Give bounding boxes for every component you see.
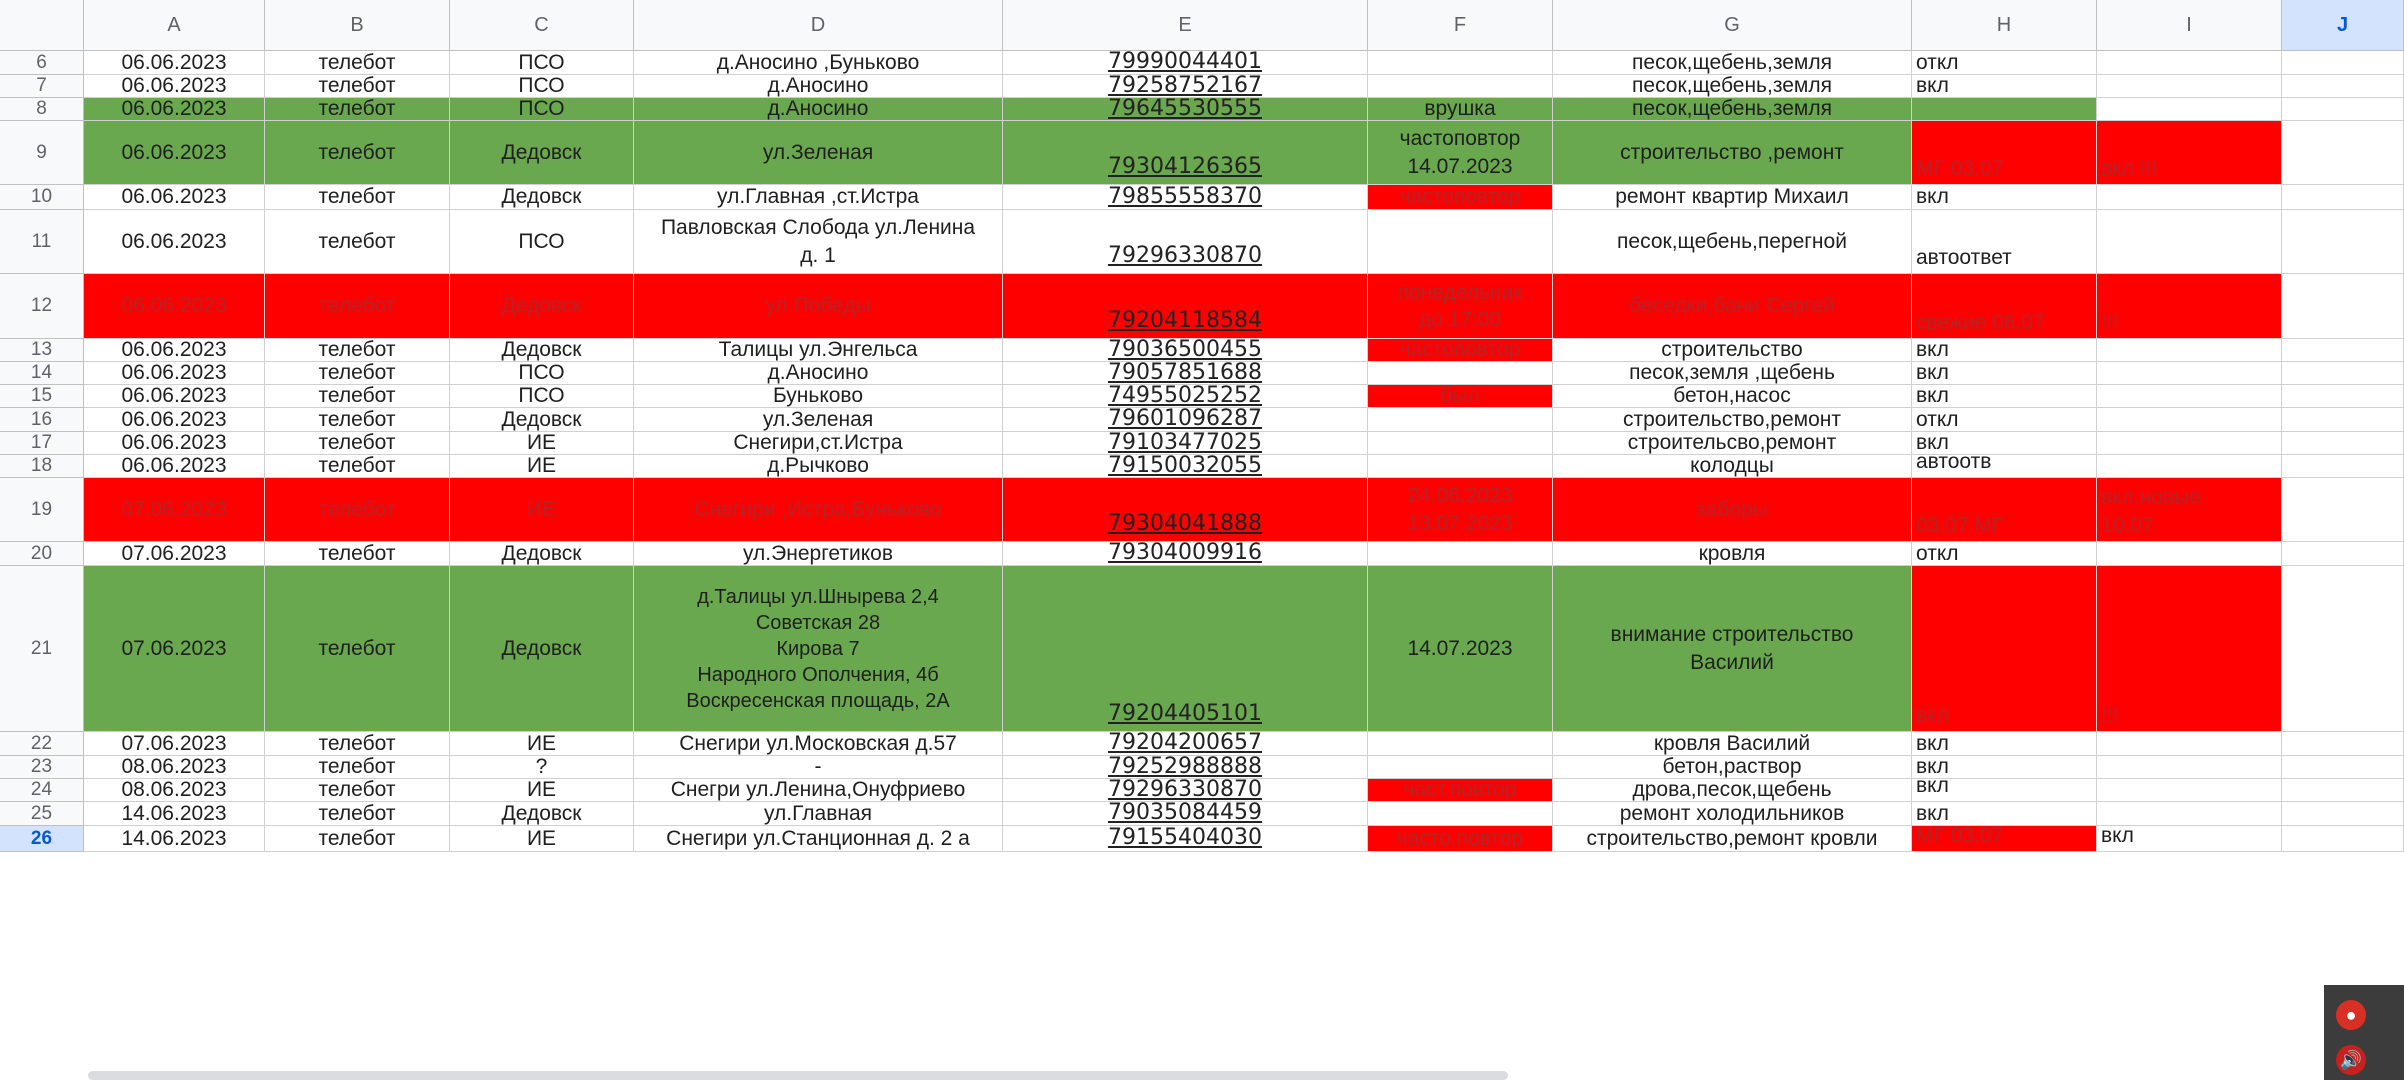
row-header[interactable]: 12 bbox=[0, 274, 84, 339]
row-header[interactable]: 9 bbox=[0, 121, 84, 185]
cell-j7[interactable] bbox=[2282, 75, 2404, 98]
cell-c11[interactable]: ПСО bbox=[450, 210, 634, 274]
cell-g19[interactable]: заборы bbox=[1553, 478, 1912, 542]
cell-c18[interactable]: ИЕ bbox=[450, 455, 634, 478]
cell-i9[interactable]: вкл !!! bbox=[2097, 121, 2282, 185]
cell-b13[interactable]: телебот bbox=[265, 339, 450, 362]
cell-i11[interactable] bbox=[2097, 210, 2282, 274]
cell-a17[interactable]: 06.06.2023 bbox=[84, 432, 265, 455]
cell-a21[interactable]: 07.06.2023 bbox=[84, 566, 265, 732]
cell-e22[interactable]: 79204200657 bbox=[1003, 732, 1368, 756]
cell-j13[interactable] bbox=[2282, 339, 2404, 362]
row-header[interactable]: 20 bbox=[0, 542, 84, 566]
cell-e26[interactable]: 79155404030 bbox=[1003, 826, 1368, 852]
column-header-d[interactable]: D bbox=[634, 0, 1003, 51]
cell-e12[interactable]: 79204118584 bbox=[1003, 274, 1368, 339]
cell-d7[interactable]: д.Аносино bbox=[634, 75, 1003, 98]
cell-b26[interactable]: телебот bbox=[265, 826, 450, 852]
cell-j20[interactable] bbox=[2282, 542, 2404, 566]
row-header[interactable]: 18 bbox=[0, 455, 84, 478]
cell-d16[interactable]: ул.Зеленая bbox=[634, 408, 1003, 432]
system-tray bbox=[2324, 985, 2404, 1080]
cell-f6[interactable] bbox=[1368, 51, 1553, 75]
cell-h9[interactable]: МГ 03.07 bbox=[1912, 121, 2097, 185]
cell-h11[interactable]: автоответ bbox=[1912, 210, 2097, 274]
cell-g21[interactable]: внимание строительство Василий bbox=[1553, 566, 1912, 732]
cell-f9[interactable]: частоповтор 14.07.2023 bbox=[1368, 121, 1553, 185]
cell-d22[interactable]: Снегири ул.Московская д.57 bbox=[634, 732, 1003, 756]
cell-i15[interactable] bbox=[2097, 385, 2282, 408]
column-header-j[interactable]: J bbox=[2282, 0, 2404, 51]
cell-e21[interactable]: 79204405101 bbox=[1003, 566, 1368, 732]
cell-j6[interactable] bbox=[2282, 51, 2404, 75]
select-all-corner[interactable] bbox=[0, 0, 84, 51]
row-header[interactable]: 23 bbox=[0, 756, 84, 779]
cell-h8[interactable] bbox=[1912, 98, 2097, 121]
cell-b22[interactable]: телебот bbox=[265, 732, 450, 756]
cell-f13[interactable]: частоповтор bbox=[1368, 339, 1553, 362]
cell-b7[interactable]: телебот bbox=[265, 75, 450, 98]
cell-a9[interactable]: 06.06.2023 bbox=[84, 121, 265, 185]
cell-g9[interactable]: строительство ,ремонт bbox=[1553, 121, 1912, 185]
cell-h20[interactable]: откл bbox=[1912, 542, 2097, 566]
cell-e10[interactable]: 79855558370 bbox=[1003, 185, 1368, 210]
cell-i12[interactable]: !!! bbox=[2097, 274, 2282, 339]
cell-d20[interactable]: ул.Энергетиков bbox=[634, 542, 1003, 566]
cell-d13[interactable]: Талицы ул.Энгельса bbox=[634, 339, 1003, 362]
cell-f17[interactable] bbox=[1368, 432, 1553, 455]
cell-g12[interactable]: беседки,бани Сергей bbox=[1553, 274, 1912, 339]
cell-e25[interactable]: 79035084459 bbox=[1003, 802, 1368, 826]
cell-g13[interactable]: строительство bbox=[1553, 339, 1912, 362]
cell-e18[interactable]: 79150032055 bbox=[1003, 455, 1368, 478]
cell-g14[interactable]: песок,земля ,щебень bbox=[1553, 362, 1912, 385]
row-header[interactable]: 7 bbox=[0, 75, 84, 98]
cell-g6[interactable]: песок,щебень,земля bbox=[1553, 51, 1912, 75]
cell-c22[interactable]: ИЕ bbox=[450, 732, 634, 756]
cell-i20[interactable] bbox=[2097, 542, 2282, 566]
cell-a11[interactable]: 06.06.2023 bbox=[84, 210, 265, 274]
cell-c16[interactable]: Дедовск bbox=[450, 408, 634, 432]
column-header-f[interactable]: F bbox=[1368, 0, 1553, 51]
cell-c21[interactable]: Дедовск bbox=[450, 566, 634, 732]
cell-d19[interactable]: Снегири ,Истра,Бунько​во bbox=[634, 478, 1003, 542]
cell-b17[interactable]: телебот bbox=[265, 432, 450, 455]
horizontal-scrollbar[interactable] bbox=[88, 1071, 1508, 1080]
row-header[interactable]: 25 bbox=[0, 802, 84, 826]
cell-d17[interactable]: Снегири,ст.Истра bbox=[634, 432, 1003, 455]
cell-d24[interactable]: Снегри ул.Ленина,Онуфриево bbox=[634, 779, 1003, 802]
cell-i25[interactable] bbox=[2097, 802, 2282, 826]
cell-c25[interactable]: Дедовск bbox=[450, 802, 634, 826]
cell-j19[interactable] bbox=[2282, 478, 2404, 542]
cell-c8[interactable]: ПСО bbox=[450, 98, 634, 121]
cell-i24[interactable] bbox=[2097, 779, 2282, 802]
cell-b15[interactable]: телебот bbox=[265, 385, 450, 408]
column-header-c[interactable]: C bbox=[450, 0, 634, 51]
cell-a20[interactable]: 07.06.2023 bbox=[84, 542, 265, 566]
cell-i6[interactable] bbox=[2097, 51, 2282, 75]
chrome-icon[interactable]: ● bbox=[2336, 1000, 2366, 1030]
column-header-h[interactable]: H bbox=[1912, 0, 2097, 51]
cell-a12[interactable]: 06.06.2023 bbox=[84, 274, 265, 339]
cell-i14[interactable] bbox=[2097, 362, 2282, 385]
cell-c7[interactable]: ПСО bbox=[450, 75, 634, 98]
cell-i17[interactable] bbox=[2097, 432, 2282, 455]
row-header[interactable]: 15 bbox=[0, 385, 84, 408]
cell-c17[interactable]: ИЕ bbox=[450, 432, 634, 455]
cell-j11[interactable] bbox=[2282, 210, 2404, 274]
cell-h14[interactable]: вкл bbox=[1912, 362, 2097, 385]
cell-f20[interactable] bbox=[1368, 542, 1553, 566]
cell-h15[interactable]: вкл bbox=[1912, 385, 2097, 408]
cell-i26[interactable]: вкл bbox=[2097, 826, 2282, 852]
cell-j23[interactable] bbox=[2282, 756, 2404, 779]
cell-h25[interactable]: вкл bbox=[1912, 802, 2097, 826]
cell-d8[interactable]: д.Аносино bbox=[634, 98, 1003, 121]
row-header[interactable]: 16 bbox=[0, 408, 84, 432]
cell-i22[interactable] bbox=[2097, 732, 2282, 756]
cell-e20[interactable]: 79304009916 bbox=[1003, 542, 1368, 566]
cell-a19[interactable]: 07.06.2023 bbox=[84, 478, 265, 542]
cell-i13[interactable] bbox=[2097, 339, 2282, 362]
cell-b9[interactable]: телебот bbox=[265, 121, 450, 185]
cell-b19[interactable]: телебот bbox=[265, 478, 450, 542]
cell-h23[interactable]: вкл bbox=[1912, 756, 2097, 779]
cell-a6[interactable]: 06.06.2023 bbox=[84, 51, 265, 75]
cell-d10[interactable]: ул.Главная ,ст.Истра bbox=[634, 185, 1003, 210]
row-header[interactable]: 6 bbox=[0, 51, 84, 75]
cell-e11[interactable]: 79296330870 bbox=[1003, 210, 1368, 274]
cell-a23[interactable]: 08.06.2023 bbox=[84, 756, 265, 779]
cell-i8[interactable] bbox=[2097, 98, 2282, 121]
cell-h7[interactable]: вкл bbox=[1912, 75, 2097, 98]
cell-f7[interactable] bbox=[1368, 75, 1553, 98]
cell-j22[interactable] bbox=[2282, 732, 2404, 756]
cell-e6[interactable]: 79990044401 bbox=[1003, 51, 1368, 75]
cell-h18[interactable]: автоотв bbox=[1912, 455, 2097, 478]
cell-f24[interactable]: част.повтор bbox=[1368, 779, 1553, 802]
cell-a13[interactable]: 06.06.2023 bbox=[84, 339, 265, 362]
row-header[interactable]: 13 bbox=[0, 339, 84, 362]
cell-f18[interactable] bbox=[1368, 455, 1553, 478]
cell-b11[interactable]: телебот bbox=[265, 210, 450, 274]
cell-c9[interactable]: Дедовск bbox=[450, 121, 634, 185]
cell-f15[interactable]: был bbox=[1368, 385, 1553, 408]
cell-b18[interactable]: телебот bbox=[265, 455, 450, 478]
cell-d21[interactable]: д.Талицы ул.Шнырева 2,4 Советская 28 Кирова 7 Народного Ополчения, 4б Воскресенская площадь, 2А bbox=[634, 566, 1003, 732]
cell-g23[interactable]: бетон,раствор bbox=[1553, 756, 1912, 779]
cell-d25[interactable]: ул.Главная bbox=[634, 802, 1003, 826]
cell-j25[interactable] bbox=[2282, 802, 2404, 826]
cell-b25[interactable]: телебот bbox=[265, 802, 450, 826]
cell-b16[interactable]: телебот bbox=[265, 408, 450, 432]
cell-j12[interactable] bbox=[2282, 274, 2404, 339]
cell-a25[interactable]: 14.06.2023 bbox=[84, 802, 265, 826]
cell-e24[interactable]: 79296330870 bbox=[1003, 779, 1368, 802]
cell-d14[interactable]: д.Аносино bbox=[634, 362, 1003, 385]
cell-g16[interactable]: строительство,ремонт bbox=[1553, 408, 1912, 432]
cell-j16[interactable] bbox=[2282, 408, 2404, 432]
cell-h19[interactable]: 03.07 МГ bbox=[1912, 478, 2097, 542]
row-header[interactable]: 17 bbox=[0, 432, 84, 455]
cell-j8[interactable] bbox=[2282, 98, 2404, 121]
cell-c13[interactable]: Дедовск bbox=[450, 339, 634, 362]
cell-g10[interactable]: ремонт квартир Михаил bbox=[1553, 185, 1912, 210]
cell-f25[interactable] bbox=[1368, 802, 1553, 826]
cell-i19[interactable]: вкл,новые 10.07 bbox=[2097, 478, 2282, 542]
cell-f12[interactable]: понедельник до 17:00 bbox=[1368, 274, 1553, 339]
cell-g15[interactable]: бетон,насос bbox=[1553, 385, 1912, 408]
cell-j24[interactable] bbox=[2282, 779, 2404, 802]
cell-h17[interactable]: вкл bbox=[1912, 432, 2097, 455]
cell-j10[interactable] bbox=[2282, 185, 2404, 210]
cell-e14[interactable]: 79057851688 bbox=[1003, 362, 1368, 385]
cell-b12[interactable]: телебот bbox=[265, 274, 450, 339]
cell-c6[interactable]: ПСО bbox=[450, 51, 634, 75]
cell-g20[interactable]: кровля bbox=[1553, 542, 1912, 566]
cell-e15[interactable]: 74955025252 bbox=[1003, 385, 1368, 408]
cell-g26[interactable]: строительство,ремонт кровли bbox=[1553, 826, 1912, 852]
column-header-g[interactable]: G bbox=[1553, 0, 1912, 51]
cell-j21[interactable] bbox=[2282, 566, 2404, 732]
cell-c26[interactable]: ИЕ bbox=[450, 826, 634, 852]
cell-g24[interactable]: дрова,песок,щебень bbox=[1553, 779, 1912, 802]
cell-d26[interactable]: Снегири ул.Станционная д. 2 а bbox=[634, 826, 1003, 852]
cell-g17[interactable]: строительсво,ремонт bbox=[1553, 432, 1912, 455]
cell-b24[interactable]: телебот bbox=[265, 779, 450, 802]
row-header[interactable]: 26 bbox=[0, 826, 84, 852]
cell-a8[interactable]: 06.06.2023 bbox=[84, 98, 265, 121]
column-header-b[interactable]: B bbox=[265, 0, 450, 51]
cell-e9[interactable]: 79304126365 bbox=[1003, 121, 1368, 185]
cell-j15[interactable] bbox=[2282, 385, 2404, 408]
cell-i16[interactable] bbox=[2097, 408, 2282, 432]
cell-c19[interactable]: ИЕ bbox=[450, 478, 634, 542]
cell-f16[interactable] bbox=[1368, 408, 1553, 432]
cell-b14[interactable]: телебот bbox=[265, 362, 450, 385]
cell-f8[interactable]: врушка bbox=[1368, 98, 1553, 121]
cell-f22[interactable] bbox=[1368, 732, 1553, 756]
cell-c20[interactable]: Дедовск bbox=[450, 542, 634, 566]
cell-b10[interactable]: телебот bbox=[265, 185, 450, 210]
cell-f21[interactable]: 14.07.2023 bbox=[1368, 566, 1553, 732]
cell-e19[interactable]: 79304041888 bbox=[1003, 478, 1368, 542]
cell-a24[interactable]: 08.06.2023 bbox=[84, 779, 265, 802]
cell-f19[interactable]: 24.06.2023 13.07.2023 bbox=[1368, 478, 1553, 542]
cell-g18[interactable]: колодцы bbox=[1553, 455, 1912, 478]
cell-h24[interactable]: вкл bbox=[1912, 779, 2097, 802]
cell-c14[interactable]: ПСО bbox=[450, 362, 634, 385]
cell-g22[interactable]: кровля Василий bbox=[1553, 732, 1912, 756]
cell-c10[interactable]: Дедовск bbox=[450, 185, 634, 210]
cell-d23[interactable]: - bbox=[634, 756, 1003, 779]
cell-j26[interactable] bbox=[2282, 826, 2404, 852]
cell-j9[interactable] bbox=[2282, 121, 2404, 185]
cell-a22[interactable]: 07.06.2023 bbox=[84, 732, 265, 756]
cell-a14[interactable]: 06.06.2023 bbox=[84, 362, 265, 385]
cell-c15[interactable]: ПСО bbox=[450, 385, 634, 408]
cell-f10[interactable]: частоповтор bbox=[1368, 185, 1553, 210]
cell-f26[interactable]: часто.повтор bbox=[1368, 826, 1553, 852]
row-header[interactable]: 11 bbox=[0, 210, 84, 274]
cell-j17[interactable] bbox=[2282, 432, 2404, 455]
row-header[interactable]: 24 bbox=[0, 779, 84, 802]
cell-i7[interactable] bbox=[2097, 75, 2282, 98]
cell-i18[interactable] bbox=[2097, 455, 2282, 478]
cell-b21[interactable]: телебот bbox=[265, 566, 450, 732]
cell-d6[interactable]: д.Аносино ,Бунько​во bbox=[634, 51, 1003, 75]
cell-j18[interactable] bbox=[2282, 455, 2404, 478]
cell-b20[interactable]: телебот bbox=[265, 542, 450, 566]
cell-h10[interactable]: вкл bbox=[1912, 185, 2097, 210]
speaker-icon[interactable]: 🔊 bbox=[2336, 1045, 2366, 1075]
row-header[interactable]: 14 bbox=[0, 362, 84, 385]
cell-b8[interactable]: телебот bbox=[265, 98, 450, 121]
cell-i23[interactable] bbox=[2097, 756, 2282, 779]
cell-a10[interactable]: 06.06.2023 bbox=[84, 185, 265, 210]
cell-d11[interactable]: Павловская Слобода ул.Ленина д. 1 bbox=[634, 210, 1003, 274]
cell-f23[interactable] bbox=[1368, 756, 1553, 779]
cell-h22[interactable]: вкл bbox=[1912, 732, 2097, 756]
cell-a7[interactable]: 06.06.2023 bbox=[84, 75, 265, 98]
cell-h12[interactable]: свежие 06.07 bbox=[1912, 274, 2097, 339]
cell-f11[interactable] bbox=[1368, 210, 1553, 274]
cell-c12[interactable]: Дедовск bbox=[450, 274, 634, 339]
cell-e7[interactable]: 79258752167 bbox=[1003, 75, 1368, 98]
row-header[interactable]: 8 bbox=[0, 98, 84, 121]
column-header-i[interactable]: I bbox=[2097, 0, 2282, 51]
cell-d15[interactable]: Бунько​во bbox=[634, 385, 1003, 408]
row-header[interactable]: 22 bbox=[0, 732, 84, 756]
cell-a18[interactable]: 06.06.2023 bbox=[84, 455, 265, 478]
cell-e16[interactable]: 79601096287 bbox=[1003, 408, 1368, 432]
cell-h21[interactable]: вкл bbox=[1912, 566, 2097, 732]
cell-a16[interactable]: 06.06.2023 bbox=[84, 408, 265, 432]
cell-g25[interactable]: ремонт холодильников bbox=[1553, 802, 1912, 826]
cell-i10[interactable] bbox=[2097, 185, 2282, 210]
cell-c23[interactable]: ? bbox=[450, 756, 634, 779]
cell-d12[interactable]: ул.Победы bbox=[634, 274, 1003, 339]
cell-d18[interactable]: д.Рычково bbox=[634, 455, 1003, 478]
cell-h6[interactable]: откл bbox=[1912, 51, 2097, 75]
column-header-a[interactable]: A bbox=[84, 0, 265, 51]
cell-c24[interactable]: ИЕ bbox=[450, 779, 634, 802]
cell-i21[interactable]: !!! bbox=[2097, 566, 2282, 732]
cell-b6[interactable]: телебот bbox=[265, 51, 450, 75]
cell-g8[interactable]: песок,щебень,земля bbox=[1553, 98, 1912, 121]
cell-j14[interactable] bbox=[2282, 362, 2404, 385]
cell-g11[interactable]: песок,щебень,перегной bbox=[1553, 210, 1912, 274]
cell-a15[interactable]: 06.06.2023 bbox=[84, 385, 265, 408]
column-header-e[interactable]: E bbox=[1003, 0, 1368, 51]
cell-e13[interactable]: 79036500455 bbox=[1003, 339, 1368, 362]
cell-h16[interactable]: откл bbox=[1912, 408, 2097, 432]
row-header[interactable]: 19 bbox=[0, 478, 84, 542]
cell-f14[interactable] bbox=[1368, 362, 1553, 385]
cell-b23[interactable]: телебот bbox=[265, 756, 450, 779]
cell-e8[interactable]: 79645530555 bbox=[1003, 98, 1368, 121]
row-header[interactable]: 21 bbox=[0, 566, 84, 732]
cell-d9[interactable]: ул.Зеленая bbox=[634, 121, 1003, 185]
cell-e23[interactable]: 79252988888 bbox=[1003, 756, 1368, 779]
cell-h13[interactable]: вкл bbox=[1912, 339, 2097, 362]
cell-h26[interactable]: МГ 03.07 bbox=[1912, 826, 2097, 852]
cell-e17[interactable]: 79103477025 bbox=[1003, 432, 1368, 455]
cell-g7[interactable]: песок,щебень,земля bbox=[1553, 75, 1912, 98]
cell-a26[interactable]: 14.06.2023 bbox=[84, 826, 265, 852]
row-header[interactable]: 10 bbox=[0, 185, 84, 210]
